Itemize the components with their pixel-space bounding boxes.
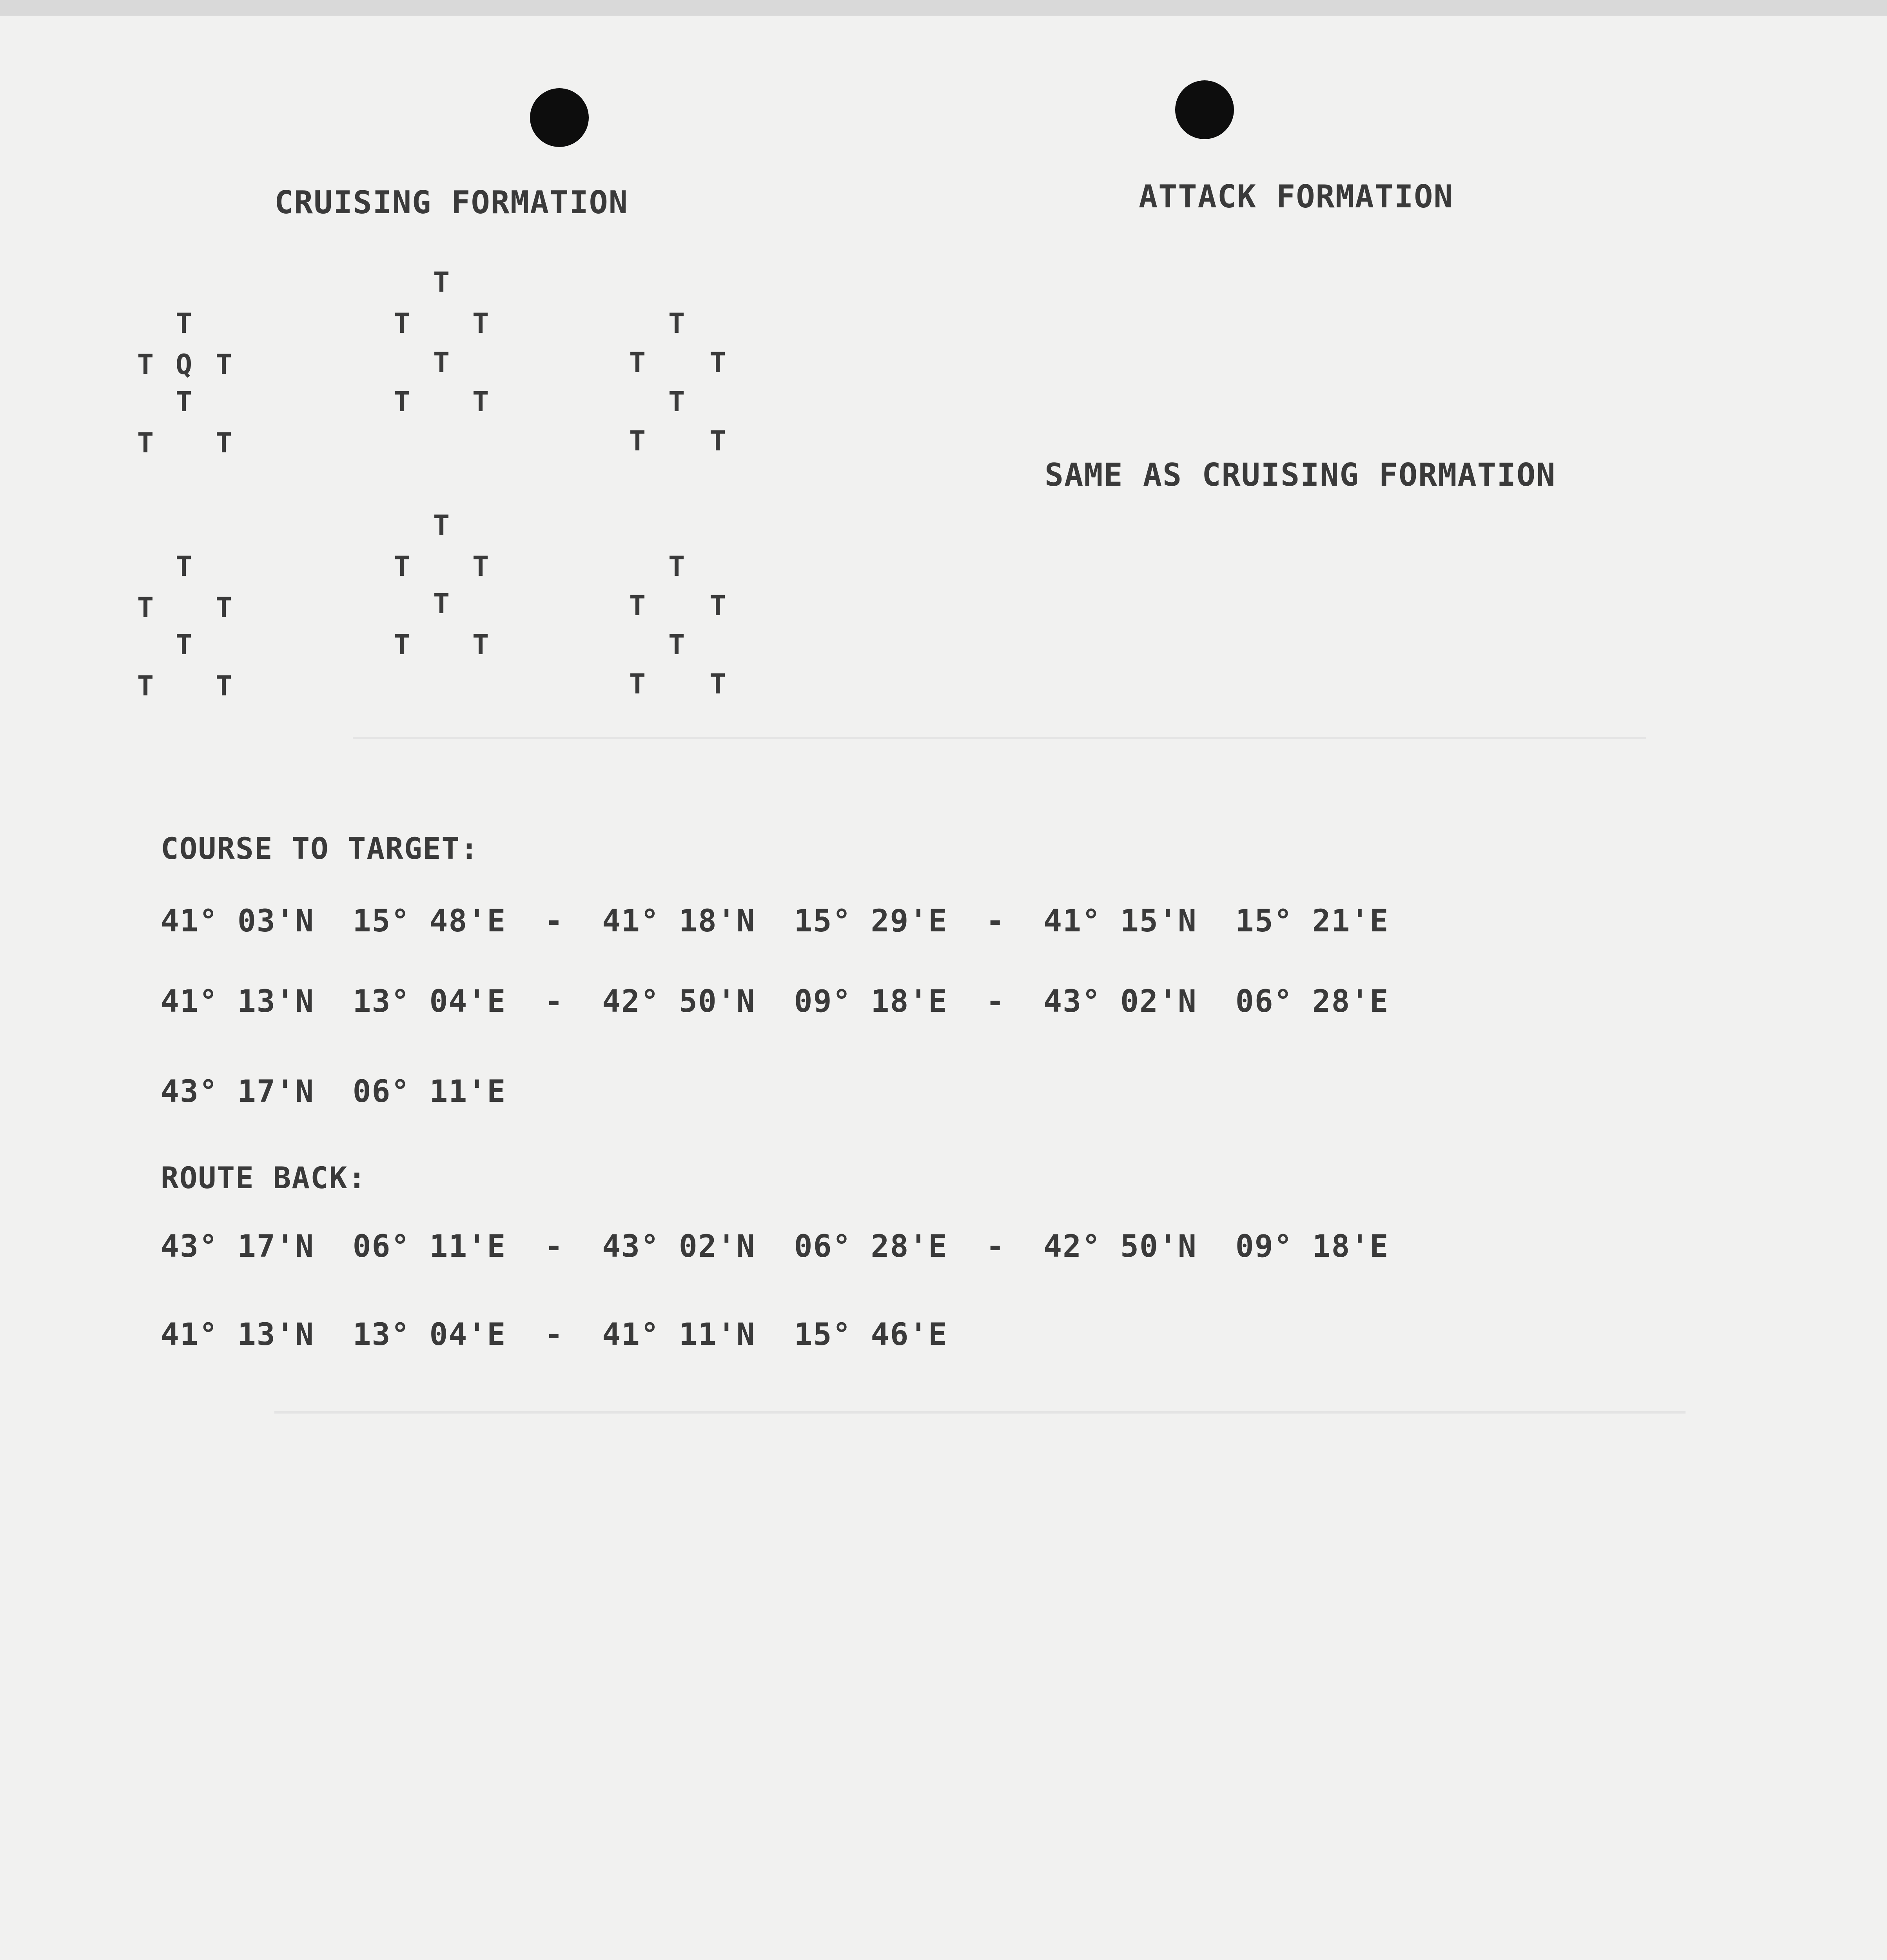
- formation-tanker: T: [709, 425, 726, 457]
- formation-tanker: T: [137, 592, 154, 624]
- formation-tanker: T: [216, 592, 232, 624]
- course-line: 41° 03'N 15° 48'E - 41° 18'N 15° 29'E - 41° 15'N 15° 21'E: [161, 904, 1389, 939]
- formation-tanker: T: [629, 347, 646, 379]
- formation-tanker: T: [629, 425, 646, 457]
- page-top-edge: [0, 0, 1887, 16]
- bleed-through-line: [353, 737, 1646, 739]
- course-to-target-label: COURSE TO TARGET:: [161, 831, 479, 866]
- formation-tanker: T: [668, 629, 685, 661]
- route-back-label: ROUTE BACK:: [161, 1160, 367, 1195]
- formation-tanker: T: [709, 590, 726, 622]
- attack-formation-heading: ATTACK FORMATION: [1139, 178, 1453, 215]
- formation-tanker: T: [709, 347, 726, 379]
- formation-tanker: T: [472, 386, 489, 418]
- course-line: 41° 13'N 13° 04'E - 42° 50'N 09° 18'E - 43° 02'N 06° 28'E: [161, 984, 1389, 1019]
- formation-tanker: T: [137, 348, 154, 381]
- formation-tanker: T: [216, 670, 232, 702]
- formation-tanker: T: [394, 550, 411, 583]
- formation-tanker: T: [709, 668, 726, 700]
- formation-tanker: T: [472, 629, 489, 661]
- punch-hole-left: [530, 88, 589, 147]
- formation-tanker: T: [433, 509, 450, 541]
- formation-leader: Q: [176, 348, 192, 381]
- formation-tanker: T: [394, 307, 411, 339]
- attack-formation-note: SAME AS CRUISING FORMATION: [1045, 457, 1556, 493]
- formation-tanker: T: [176, 386, 192, 418]
- formation-tanker: T: [629, 668, 646, 700]
- formation-tanker: T: [433, 588, 450, 620]
- route-line: 41° 13'N 13° 04'E - 41° 11'N 15° 46'E: [161, 1317, 948, 1352]
- formation-tanker: T: [668, 307, 685, 339]
- formation-tanker: T: [137, 427, 154, 459]
- formation-tanker: T: [137, 670, 154, 702]
- formation-tanker: T: [668, 550, 685, 583]
- formation-tanker: T: [629, 590, 646, 622]
- bleed-through-line: [274, 1411, 1686, 1414]
- formation-tanker: T: [472, 307, 489, 339]
- cruising-formation-heading: CRUISING FORMATION: [274, 184, 628, 221]
- course-line: 43° 17'N 06° 11'E: [161, 1074, 506, 1109]
- formation-tanker: T: [472, 550, 489, 583]
- formation-tanker: T: [433, 347, 450, 379]
- punch-hole-right: [1175, 80, 1234, 139]
- formation-tanker: T: [176, 629, 192, 661]
- formation-tanker: T: [176, 550, 192, 583]
- formation-tanker: T: [433, 266, 450, 298]
- formation-tanker: T: [216, 427, 232, 459]
- formation-tanker: T: [394, 629, 411, 661]
- formation-tanker: T: [216, 348, 232, 381]
- formation-tanker: T: [176, 307, 192, 339]
- route-line: 43° 17'N 06° 11'E - 43° 02'N 06° 28'E - 42° 50'N 09° 18'E: [161, 1229, 1389, 1264]
- formation-tanker: T: [668, 386, 685, 418]
- formation-tanker: T: [394, 386, 411, 418]
